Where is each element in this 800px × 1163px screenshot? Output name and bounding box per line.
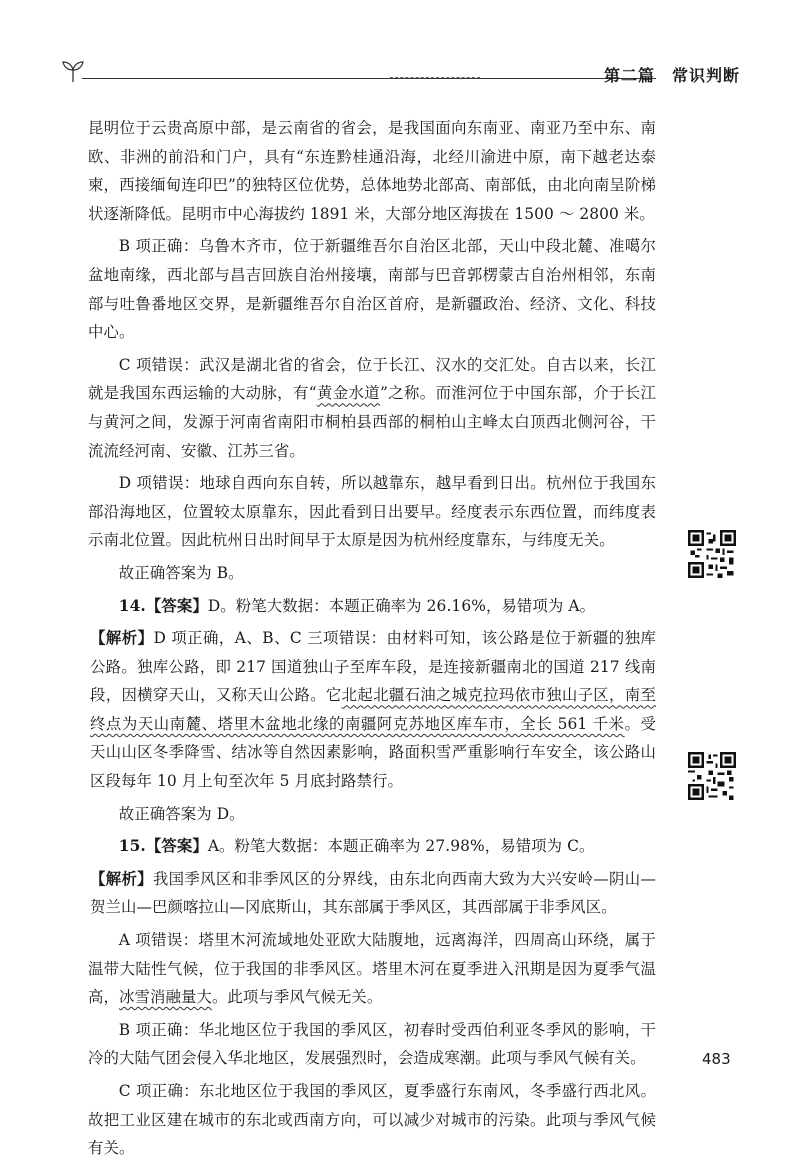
text-segment: ”之称。而淮河位于中国东部，介于长江与黄河之间，发源于河南省南阳市桐柏县西部的桐柏山主峰太白顶西北侧河谷，干流流经河南、安徽、江苏三省。 — [88, 384, 657, 460]
paragraph-option-b-urumqi: B 项正确：乌鲁木齐市，位于新疆维吾尔自治区北部，天山中段北麓、准噶尔盆地南缘，西北部与昌吉回族自治州接壤，南部与巴音郭楞蒙古自治州相邻，东南部与吐鲁番地区交界，是新疆维吾尔自治区首府，是新疆政治、经济、文化、科技中心。 — [88, 237, 656, 342]
answer-conclusion-13: 故正确答案为 B。 — [118, 563, 244, 582]
text-segment: C 项错误：武汉是湖北省的省会，位于长江、汉水的交汇处。自古以来，长江就是我国东西运输的大动脉，有“ — [88, 355, 656, 403]
answer-14 — [88, 592, 656, 621]
qr-code-icon[interactable] — [688, 752, 736, 800]
text-segment: A 项错误：塔里木河流域地处亚欧大陆腹地，远离海洋，四周高山环绕，属于温带大陆性气候，位于我国的非季风区。塔里木河在夏季进入汛期是因为夏季气温高， — [88, 931, 656, 1007]
paragraph-option-a-tarim — [88, 926, 656, 1012]
underlined-term: 黄金水道 — [316, 384, 381, 403]
page-number: 483 — [702, 1050, 731, 1068]
header-rule-accent — [390, 77, 480, 78]
paragraph-option-d-hangzhou: D 项错误：地球自西向东自转，所以越靠东，越早看到日出。杭州位于我国东部沿海地区，位置较太原靠东，因此看到日出要早。经度表示东西位置，而纬度表示南北位置。因此杭州日出时间早于太原是因为杭州经度靠东，与纬度无关。 — [88, 474, 656, 550]
page-header — [60, 58, 740, 88]
underlined-passage: 北起北疆石油之城克拉玛依市独山子区，南至终点为天山南麓、塔里木盆地北缘的南疆阿克苏地区库车市，全长 561 千米 — [90, 686, 656, 733]
text-segment: 。受天山山区冬季降雪、结冰等自然因素影响，路面积雪严重影响行车安全，该公路山区段每年 10 月上旬至次年 5 月底封路禁行。 — [90, 714, 657, 791]
answer-text: A。粉笔大数据：本题正确率为 27.98%，易错项为 C。 — [207, 837, 595, 856]
text-segment: 我国季风区和非季风区的分界线，由东北向西南大致为大兴安岭—阴山—贺兰山—巴颜喀拉山—冈底斯山，其东部属于季风区，其西部属于非季风区。 — [90, 869, 656, 917]
page-body — [88, 114, 656, 1163]
section-title: 第二篇 常识判断 — [603, 66, 740, 85]
answer-label: 15.【答案】 — [118, 837, 208, 856]
analysis-label: 【解析】 — [90, 629, 154, 648]
text-segment: 。此项与季风气候无关。 — [211, 988, 383, 1007]
answer-label: 14.【答案】 — [118, 596, 208, 615]
underlined-term: 冰雪消融量大 — [118, 988, 212, 1007]
paragraph-option-b-north-china: B 项正确：华北地区位于我国的季风区，初春时受西伯利亚冬季风的影响，干冷的大陆气团会侵入华北地区，发展强烈时，会造成寒潮。此项与季风气候有关。 — [88, 1020, 656, 1068]
answer-text: D。粉笔大数据：本题正确率为 26.16%，易错项为 A。 — [207, 596, 596, 615]
analysis-14 — [90, 624, 656, 796]
header-rule — [82, 78, 656, 79]
text-segment: D 项正确，A、B、C 三项错误：由材料可知，该公路是位于新疆的独库公路。独库公路，即 217 国道独山子至库车段，是连接新疆南北的国道 217 线南段，因横穿天山，又称天山公路。它 — [90, 629, 656, 705]
sprout-icon — [60, 58, 86, 84]
paragraph-kunming: 昆明位于云贵高原中部，是云南省的省会，是我国面向东南亚、南亚乃至中东、南欧、非洲的前沿和门户，具有“东连黔桂通沿海，北经川渝进中原，南下越老达泰柬，西接缅甸连印巴”的独特区位优势，总体地势北部高、南部低，由北向南呈阶梯状逐渐降低。昆明市中心海拔约 1891 米，大部分地区海拔在 1500 ～ 2800 米。 — [88, 119, 656, 223]
analysis-label: 【解析】 — [90, 869, 153, 888]
answer-conclusion-14: 故正确答案为 D。 — [118, 804, 245, 823]
qr-code-icon[interactable] — [688, 530, 736, 578]
analysis-15 — [90, 865, 656, 922]
paragraph-option-c-wuhan — [88, 351, 656, 465]
answer-15 — [88, 832, 656, 861]
paragraph-option-c-northeast: C 项正确：东北地区位于我国的季风区，夏季盛行东南风，冬季盛行西北风。故把工业区建在城市的东北或西南方向，可以减少对城市的污染。此项与季风气候有关。 — [88, 1082, 656, 1158]
